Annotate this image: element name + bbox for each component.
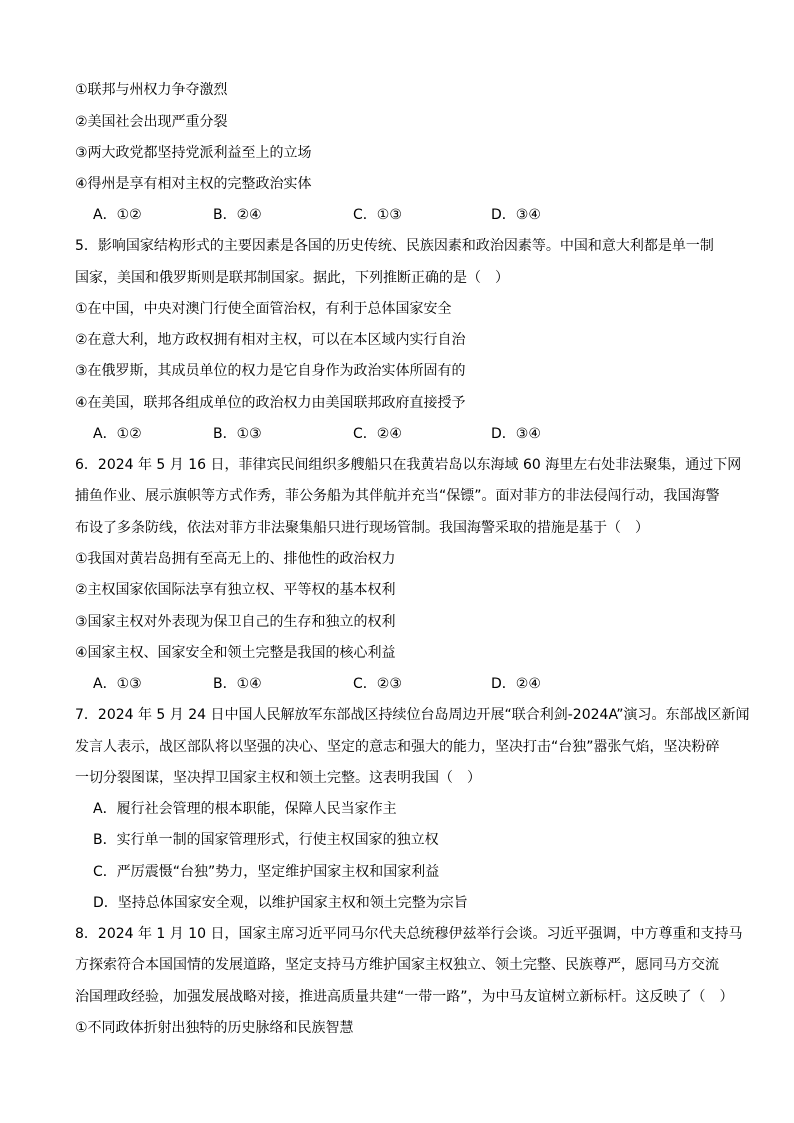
q7-stem-line-3: 一切分裂图谋，坚决捍卫国家主权和领土完整。这表明我国（ ） (75, 770, 481, 786)
q7-stem-line-1: 7．2024 年 5 月 24 日中国人民解放军东部战区持续位台岛周边开展“联合利剑-2024A”演习。东部战区新闻 (75, 707, 750, 723)
q6-option-b: B．①④ (213, 676, 262, 692)
q5-option-c: C．②④ (353, 426, 402, 442)
q8-item-1: ①不同政体折射出独特的历史脉络和民族智慧 (75, 1020, 354, 1036)
q6-item-1: ①我国对黄岩岛拥有至高无上的、排他性的政治权力 (75, 551, 396, 567)
q4-item-1: ①联邦与州权力争夺激烈 (75, 82, 228, 98)
q5-item-2: ②在意大利，地方政权拥有相对主权，可以在本区域内实行自治 (75, 332, 466, 348)
q8-stem-line-1: 8．2024 年 1 月 10 日，国家主席习近平同马尔代夫总统穆伊兹举行会谈。习近平强调，中方尊重和支持马 (75, 926, 743, 942)
q6-option-d: D．②④ (491, 676, 541, 692)
q5-stem-line-2: 国家，美国和俄罗斯则是联邦制国家。据此，下列推断正确的是（ ） (75, 270, 509, 286)
q7-option-b: B．实行单一制的国家管理形式，行使主权国家的独立权 (93, 832, 439, 848)
q5-stem-line-1: 5．影响国家结构形式的主要因素是各国的历史传统、民族因素和政治因素等。中国和意大利都是单一制 (75, 238, 714, 254)
q8-stem-line-2: 方探索符合本国国情的发展道路，坚定支持马方维护国家主权独立、领土完整、民族尊严，愿同马方交流 (75, 957, 719, 973)
q7-option-a: A．履行社会管理的根本职能，保障人民当家作主 (93, 801, 397, 817)
q5-option-a: A．①② (93, 426, 142, 442)
q5-option-b: B．①③ (213, 426, 262, 442)
q5-item-1: ①在中国，中央对澳门行使全面管治权，有利于总体国家安全 (75, 301, 452, 317)
q4-option-b: B．②④ (213, 207, 262, 223)
q8-stem-line-3: 治国理政经验，加强发展战略对接，推进高质量共建“一带一路”，为中马友谊树立新标杆。这反映了（ ） (75, 989, 734, 1005)
q4-option-d: D．③④ (491, 207, 541, 223)
q5-option-d: D．③④ (491, 426, 541, 442)
q7-option-d: D．坚持总体国家安全观，以维护国家主权和领土完整为宗旨 (93, 895, 468, 911)
q6-item-2: ②主权国家依国际法享有独立权、平等权的基本权利 (75, 582, 396, 598)
q7-stem-line-2: 发言人表示，战区部队将以坚强的决心、坚定的意志和强大的能力，坚决打击“台独”嚣张气焰，坚决粉碎 (75, 739, 720, 755)
q6-stem-line-2: 捕鱼作业、展示旗帜等方式作秀，菲公务船为其伴航并充当“保镖”。面对菲方的非法侵闯行动，我国海警 (75, 488, 720, 504)
q6-item-3: ③国家主权对外表现为保卫自己的生存和独立的权利 (75, 614, 396, 630)
q4-item-2: ②美国社会出现严重分裂 (75, 114, 228, 130)
q6-stem-line-1: 6．2024 年 5 月 16 日，菲律宾民间组织多艘船只在我黄岩岛以东海域 60 海里左右处非法聚集，通过下网 (75, 457, 742, 473)
q4-option-a: A．①② (93, 207, 142, 223)
q4-item-4: ④得州是享有相对主权的完整政治实体 (75, 176, 312, 192)
q6-option-c: C．②③ (353, 676, 402, 692)
q5-item-3: ③在俄罗斯，其成员单位的权力是它自身作为政治实体所固有的 (75, 363, 466, 379)
q6-option-a: A．①③ (93, 676, 142, 692)
q6-item-4: ④国家主权、国家安全和领土完整是我国的核心利益 (75, 645, 396, 661)
q5-item-4: ④在美国，联邦各组成单位的政治权力由美国联邦政府直接授予 (75, 395, 466, 411)
q6-stem-line-3: 布设了多条防线，依法对菲方非法聚集船只进行现场管制。我国海警采取的措施是基于（ ） (75, 520, 649, 536)
q4-item-3: ③两大政党都坚持党派利益至上的立场 (75, 145, 312, 161)
q7-option-c: C．严厉震慑“台独”势力，坚定维护国家主权和国家利益 (93, 864, 440, 880)
q4-option-c: C．①③ (353, 207, 402, 223)
